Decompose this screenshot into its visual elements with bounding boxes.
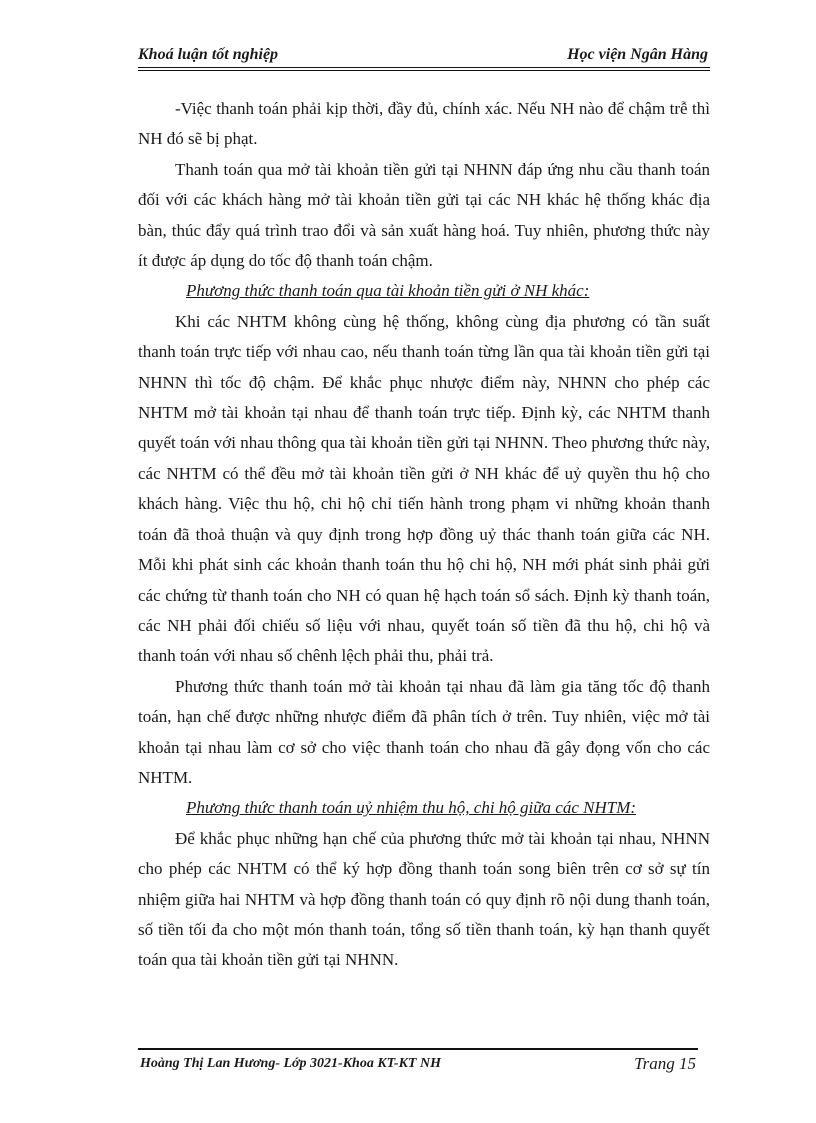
paragraph-interbank-account-evaluation: Phương thức thanh toán mở tài khoản tại nhau đã làm gia tăng tốc độ thanh toán, hạn chế được những nhược điểm đã phân tích ở trên. Tuy nhiên, việc mở tài khoản tại nhau làm cơ sở cho việc thanh toán cho nhau đã gây đọng vốn cho các NHTM.	[138, 676, 710, 787]
header-institution: Học viện Ngân Hàng	[567, 46, 708, 63]
footer-rule	[138, 1048, 698, 1050]
header-rule-bottom	[138, 70, 710, 71]
subheading-interbank-account: Phương thức thanh toán qua tài khoản tiền gửi ở NH khác:	[186, 281, 590, 301]
page-header	[138, 46, 710, 70]
page-body	[138, 94, 710, 976]
header-rule-top	[138, 67, 710, 68]
paragraph-collection-mandate: Để khắc phục những hạn chế của phương thức mở tài khoản tại nhau, NHNN cho phép các NHTM có thể ký hợp đồng thanh toán song biên trên cơ sở sự tín nhiệm giữa hai NHTM và hợp đồng thanh toán có quy định rõ nội dung thanh toán, số tiền tối đa cho một món thanh toán, tổng số tiền thanh toán, kỳ hạn thanh quyết toán qua tài khoản tiền gửi tại NHNN.	[138, 828, 710, 970]
header-thesis-title: Khoá luận tốt nghiệp	[138, 46, 279, 63]
page-footer	[138, 1048, 698, 1078]
paragraph-sbv-account-payment: Thanh toán qua mở tài khoản tiền gửi tại NHNN đáp ứng nhu cầu thanh toán đối với các khách hàng mở tài khoản tiền gửi tại các NH khác hệ thống khác địa bàn, thúc đẩy quá trình trao đổi và sản xuất hàng hoá. Tuy nhiên, phương thức này ít được áp dụng do tốc độ thanh toán chậm.	[138, 159, 710, 271]
subheading-collection-mandate: Phương thức thanh toán uỷ nhiệm thu hộ, chi hộ giữa các NHTM:	[186, 798, 637, 818]
paragraph-interbank-account: Khi các NHTM không cùng hệ thống, không cùng địa phương có tần suất thanh toán trực tiếp với nhau cao, nếu thanh toán từng lần qua tài khoản tiền gửi tại NHNN thì tốc độ chậm. Để khắc phục nhược điểm này, NHNN cho phép các NHTM mở tài khoản tại nhau để thanh toán trực tiếp. Định kỳ, các NHTM thanh quyết toán với nhau thông qua tài khoản tiền gửi tại NHNN. Theo phương thức này, các NHTM có thể đều mở tài khoản tiền gửi ở NH khác để uỷ quyền thu hộ cho khách hàng. Việc thu hộ, chi hộ chỉ tiến hành trong phạm vi những khoản thanh toán đã thoả thuận và quy định trong hợp đồng uỷ thác thanh toán giữa các NH. Mỗi khi phát sinh các khoản thanh toán thu hộ chi hộ, NH mới phát sinh phải gửi các chứng từ thanh toán cho NH có quan hệ hạch toán sổ sách. Định kỳ thanh toán, các NH phải đối chiếu số liệu với nhau, quyết toán số tiền đã thu hộ, chi hộ và thanh toán với nhau số chênh lệch phải thu, phải trả.	[138, 311, 710, 666]
footer-author: Hoàng Thị Lan Hương- Lớp 3021-Khoa KT-KT NH	[140, 1056, 441, 1071]
paragraph-payment-requirement: -Việc thanh toán phải kịp thời, đầy đủ, chính xác. Nếu NH nào để chậm trễ thì NH đó sẽ bị phạt.	[138, 99, 710, 149]
page-number: Trang 15	[634, 1054, 696, 1073]
